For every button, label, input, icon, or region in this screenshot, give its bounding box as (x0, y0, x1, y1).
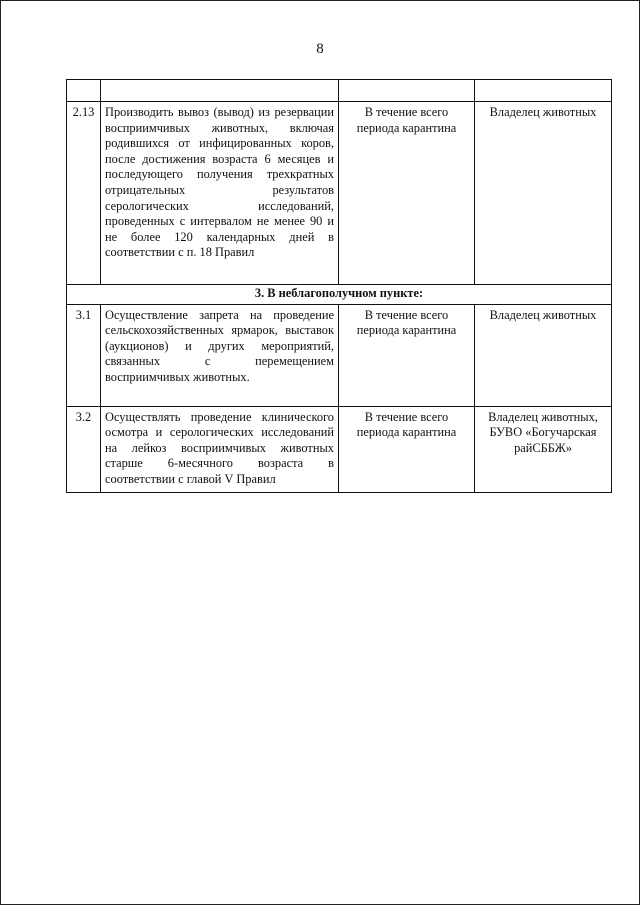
table-cell (475, 80, 612, 102)
row-action: Осуществление запрета на проведение сельскохозяйственных ярмарок, выставок (аукционов) и других мероприятий, связанных с перемещением восприимчивых животных. (101, 304, 339, 406)
row-number: 3.2 (67, 406, 101, 492)
table-cell (339, 80, 475, 102)
row-number: 2.13 (67, 102, 101, 285)
row-term: В течение всего периода карантина (339, 102, 475, 285)
table-row (67, 406, 612, 492)
measures-table (66, 79, 612, 493)
table-row-continued (67, 80, 612, 102)
section-header-row (67, 285, 612, 305)
row-responsible: Владелец животных, БУВО «Богучарская райСББЖ» (475, 406, 612, 492)
row-term: В течение всего периода карантина (339, 304, 475, 406)
row-responsible: Владелец животных (475, 304, 612, 406)
row-action: Осуществлять проведение клинического осмотра и серологических исследований на лейкоз восприимчивых животных старше 6-месячного возраста в соответствии с главой V Правил (101, 406, 339, 492)
table-row (67, 304, 612, 406)
section-title: 3. В неблагополучном пункте: (67, 285, 612, 305)
table-cell (101, 80, 339, 102)
table-cell (67, 80, 101, 102)
table-row (67, 102, 612, 285)
row-responsible: Владелец животных (475, 102, 612, 285)
row-term: В течение всего периода карантина (339, 406, 475, 492)
row-number: 3.1 (67, 304, 101, 406)
row-action: Производить вывоз (вывод) из резервации восприимчивых животных, включая родившихся от инфицированных коров, после достижения возраста 6 месяцев и последующего получения трехкратных отрицательных результатов серологических исследований, проведенных с интервалом не менее 90 и не более 120 календарных дней в соответствии с п. 18 Правил (101, 102, 339, 285)
page-number: 8 (316, 41, 324, 57)
